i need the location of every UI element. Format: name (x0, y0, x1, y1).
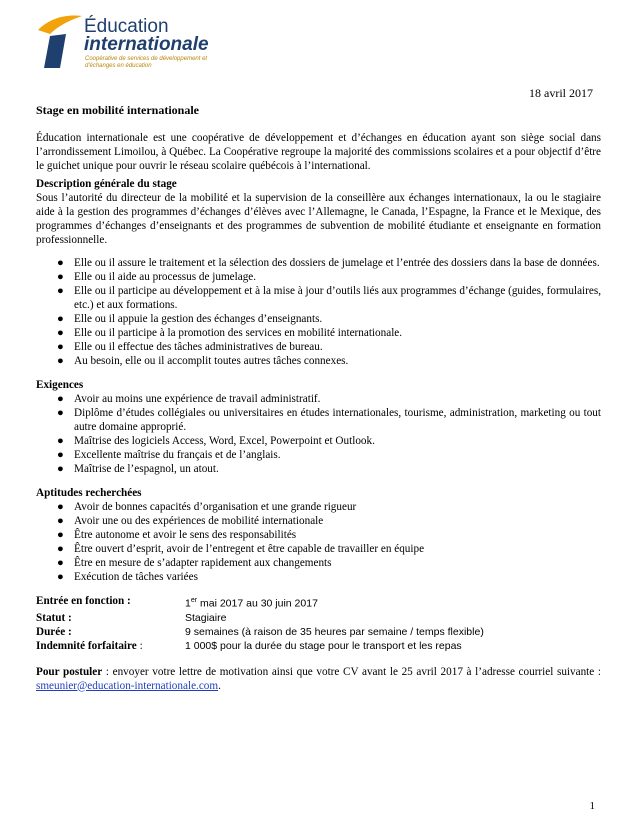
list-item: ● Elle ou il participe à la promotion des services en mobilité internationale. (57, 327, 403, 339)
bullet-icon: ● (57, 285, 64, 297)
list-item: ● Elle ou il participe au développement et à la mise à jour d’outils liés aux programmes d’échange (guides, formulaires, etc.) et aux formations. (57, 285, 601, 311)
document-date: 18 avril 2017 (529, 86, 593, 100)
list-item: ● Avoir une ou des expériences de mobilité internationale (57, 515, 324, 527)
list-item: ● Au besoin, elle ou il accomplit toutes autres tâches connexes. (57, 355, 349, 367)
entree-value: 1er mai 2017 au 30 juin 2017 (185, 597, 318, 610)
list-item: ● Maîtrise de l’espagnol, un atout. (57, 463, 219, 475)
detail-row-statut (36, 611, 601, 625)
document-body (36, 101, 601, 693)
details-table (36, 594, 601, 653)
bullet-icon: ● (57, 355, 64, 367)
page-title: Stage en mobilité internationale (36, 103, 199, 117)
bullet-icon: ● (57, 529, 64, 541)
list-item: ● Elle ou il aide au processus de jumelage. (57, 271, 257, 283)
detail-row-duree (36, 625, 601, 639)
logo (36, 12, 236, 72)
list-item: ● Elle ou il effectue des tâches administratives de bureau. (57, 341, 323, 353)
logo-i-icon (36, 12, 84, 70)
bullet-icon: ● (57, 501, 64, 513)
bullet-icon: ● (57, 257, 64, 269)
bullet-icon: ● (57, 313, 64, 325)
page-number: 1 (589, 800, 595, 812)
list-item: ● Être ouvert d’esprit, avoir de l’entregent et être capable de travailler en équipe (57, 543, 425, 555)
logo-text-internationale: internationale (84, 34, 209, 55)
description-paragraph: Sous l’autorité du directeur de la mobilité et la supervision de la conseillère aux échanges internationaux, la ou le stagiaire aide à la gestion des programmes d’échanges d’élèves avec l’Allemagne, le Canada, l’Espagne, la France et le Mexique, des programmes d’échanges d’enseignants et des programmes de subvention de mobilité étudiante et enseignante en formation professionnelle. (36, 192, 601, 246)
bullet-icon: ● (57, 327, 64, 339)
aptitudes-heading: Aptitudes recherchées (36, 487, 142, 499)
list-item: ● Avoir au moins une expérience de travail administratif. (57, 393, 321, 405)
list-item: ● Diplôme d’études collégiales ou universitaires en études internationales, tourisme, administration, marketing ou tout autre domaine approprié. (57, 407, 601, 433)
list-item: ● Excellente maîtrise du français et de l’anglais. (57, 449, 281, 461)
exigences-heading: Exigences (36, 379, 84, 391)
list-item: ● Être autonome et avoir le sens des responsabilités (57, 529, 297, 541)
indemnite-label: Indemnité forfaitaire : (36, 639, 143, 652)
description-list (36, 256, 601, 368)
detail-row-entree (36, 594, 601, 611)
logo-text-education: Éducation (84, 16, 169, 37)
bullet-icon: ● (57, 571, 64, 583)
bullet-icon: ● (57, 435, 64, 447)
aptitudes-list (36, 500, 601, 584)
bullet-icon: ● (57, 543, 64, 555)
bullet-icon: ● (57, 393, 64, 405)
intro-paragraph: Éducation internationale est une coopérative de développement et d’échanges en éducation ayant son siège social dans l’arrondissement Limoilou, à Québec. La Coopérative regroupe la majorité des commissions scolaires et a pour objectif d’être le guichet unique pour ouvrir le réseau scolaire québécois à l’international. (36, 132, 601, 172)
indemnite-value: 1 000$ pour la durée du stage pour le transport et les repas (185, 639, 462, 652)
bullet-icon: ● (57, 515, 64, 527)
statut-label: Statut : (36, 611, 72, 624)
statut-value: Stagiaire (185, 611, 227, 624)
list-item: ● Elle ou il appuie la gestion des échanges d’enseignants. (57, 313, 323, 325)
list-item: ● Exécution de tâches variées (57, 571, 198, 583)
description-heading: Description générale du stage (36, 178, 177, 190)
exigences-list (36, 392, 601, 476)
entree-label: Entrée en fonction : (36, 595, 131, 607)
list-item: ● Maîtrise des logiciels Access, Word, Excel, Powerpoint et Outlook. (57, 435, 375, 447)
email-link[interactable]: smeunier@education-internationale.com (36, 679, 219, 692)
bullet-icon: ● (57, 463, 64, 475)
bullet-icon: ● (57, 449, 64, 461)
bullet-icon: ● (57, 407, 64, 419)
list-item: ● Être en mesure de s’adapter rapidement aux changements (57, 557, 332, 569)
bullet-icon: ● (57, 271, 64, 283)
list-item: ● Avoir de bonnes capacités d’organisation et une grande rigueur (57, 501, 357, 513)
bullet-icon: ● (57, 557, 64, 569)
detail-row-indemnite (36, 639, 601, 653)
duree-label: Durée : (36, 625, 72, 638)
bullet-icon: ● (57, 341, 64, 353)
postuler-paragraph: Pour postuler : envoyer votre lettre de motivation ainsi que votre CV avant le 25 avril 2017 à l’adresse courriel suivante : smeunier@education-internationale.com. (36, 665, 602, 692)
duree-value: 9 semaines (à raison de 35 heures par semaine / temps flexible) (185, 625, 484, 638)
list-item: ● Elle ou il assure le traitement et la sélection des dossiers de jumelage et l’entrée des dossiers dans la base de données. (57, 257, 600, 269)
logo-tagline: Coopérative de services de développement et d'échanges en éducation (85, 56, 208, 69)
